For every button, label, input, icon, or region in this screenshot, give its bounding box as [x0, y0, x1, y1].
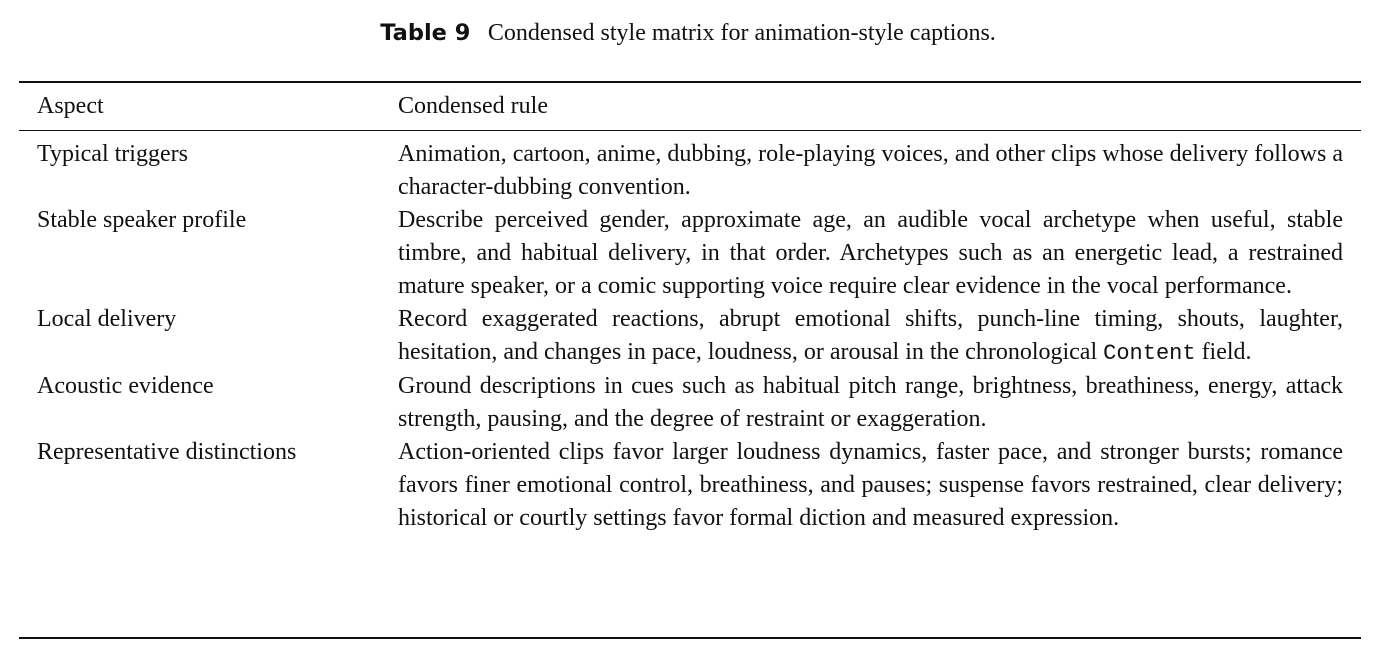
- table-body: [19, 131, 1361, 535]
- rule-cell: Animation, cartoon, anime, dubbing, role-playing voices, and other clips whose delivery follows a character-dubbing convention.: [398, 141, 1343, 200]
- aspect-cell: Acoustic evidence: [37, 373, 214, 399]
- table-caption: [0, 16, 1376, 49]
- rule-cell: Describe perceived gender, approximate age, an audible vocal archetype when useful, stable timbre, and habitual delivery, in that order. Archetypes such as an energetic lead, a restrained mature speaker, or a comic supporting voice require clear evidence in the vocal performance.: [398, 207, 1343, 299]
- table-row: [19, 303, 1361, 370]
- header-condensed-rule: Condensed rule: [398, 93, 548, 119]
- aspect-cell: Local delivery: [37, 306, 177, 332]
- table-header-row: [19, 83, 1361, 130]
- table-row: [19, 436, 1361, 535]
- table-row: [19, 370, 1361, 436]
- table-row: [19, 204, 1361, 303]
- header-aspect: Aspect: [37, 93, 104, 119]
- rule-text: field.: [1201, 339, 1252, 365]
- rule-cell: Ground descriptions in cues such as habitual pitch range, brightness, breathiness, energy, attack strength, pausing, and the degree of restraint or exaggeration.: [398, 373, 1343, 432]
- rule-cell: Action-oriented clips favor larger loudness dynamics, faster pace, and stronger bursts; romance favors finer emotional control, breathiness, and pauses; suspense favors restrained, clear delivery; historical or courtly settings favor formal diction and measured expression.: [398, 439, 1343, 531]
- table-number: Table 9: [380, 20, 471, 46]
- rule-cell: [398, 303, 1343, 370]
- rule-text: Record exaggerated reactions, abrupt emotional shifts, punch-line timing, shouts, laughter, hesitation, and changes in pace, loudness, or arousal in the chronological: [398, 306, 1343, 365]
- caption-text: Condensed style matrix for animation-style captions.: [487, 20, 996, 46]
- aspect-cell: Representative distinctions: [37, 439, 297, 465]
- bottom-rule: [19, 637, 1361, 639]
- style-matrix-table: [19, 81, 1361, 535]
- aspect-cell: Typical triggers: [37, 141, 188, 167]
- aspect-cell: Stable speaker profile: [37, 207, 247, 233]
- table-row: [19, 138, 1361, 204]
- code-field-name: Content: [1103, 341, 1196, 366]
